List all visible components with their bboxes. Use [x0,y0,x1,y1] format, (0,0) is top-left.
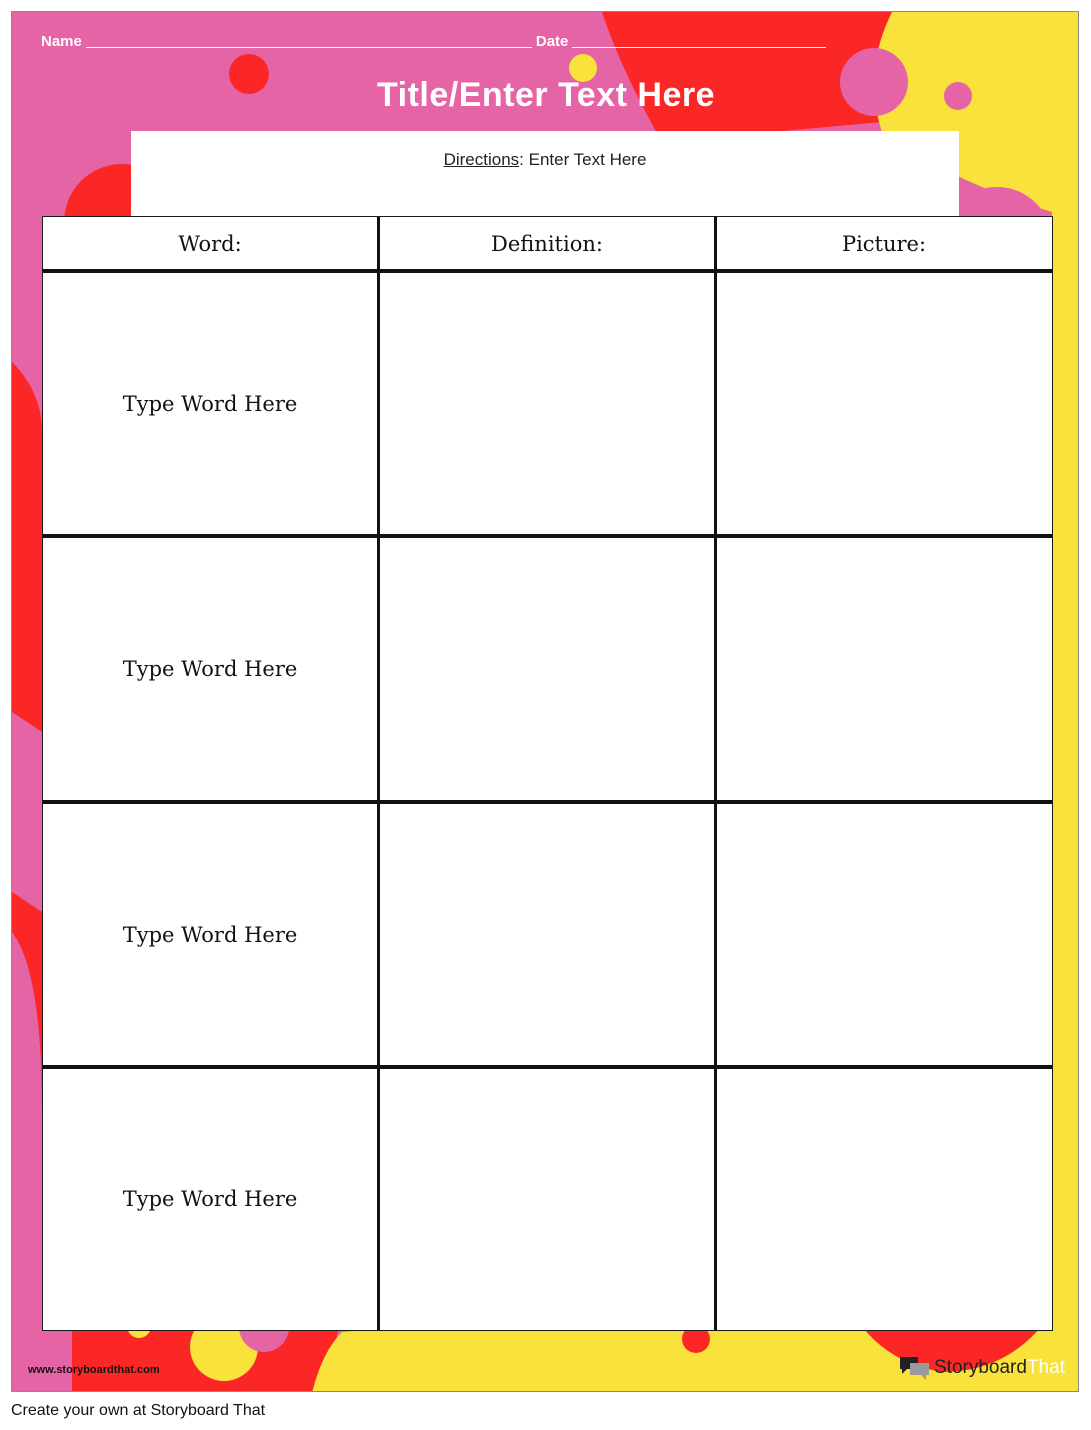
word-cell-3[interactable]: Type Word Here [122,922,298,947]
definition-cell-3[interactable] [380,804,714,1065]
directions-text[interactable] [131,150,959,170]
logo-text-storyboard: Storyboard [934,1357,1027,1378]
worksheet [11,11,1079,1392]
speech-bubbles-icon [898,1355,932,1381]
picture-cell-4[interactable] [717,1069,1051,1329]
directions-label: Directions [443,150,520,169]
vocabulary-table [42,216,1053,1331]
header-word: Word: [178,232,242,256]
directions-content: : Enter Text Here [519,150,647,169]
create-your-own-caption[interactable]: Create your own at Storyboard That [11,1402,266,1419]
storyboardthat-logo [898,1355,1065,1381]
name-date-row [41,28,830,50]
word-cell-2[interactable]: Type Word Here [122,657,298,681]
directions-box [131,131,959,219]
definition-cell-2[interactable] [380,538,714,800]
picture-cell-1[interactable] [717,273,1051,534]
definition-cell-1[interactable] [380,273,714,534]
website-url: www.storyboardthat.com [28,1364,160,1376]
word-cell-1[interactable]: Type Word Here [122,391,298,416]
picture-cell-3[interactable] [717,804,1051,1065]
name-field-line[interactable] [86,31,532,48]
header-definition: Definition: [491,232,603,256]
header-picture: Picture: [841,232,927,256]
worksheet-title[interactable]: Title/Enter Text Here [376,76,715,114]
definition-cell-4[interactable] [380,1069,714,1329]
picture-cell-2[interactable] [717,538,1051,800]
date-label: Date [535,33,569,50]
logo-text-that: That [1026,1357,1065,1378]
name-label: Name [41,33,82,50]
date-field-line[interactable] [572,31,826,48]
word-cell-4[interactable]: Type Word Here [122,1187,298,1211]
